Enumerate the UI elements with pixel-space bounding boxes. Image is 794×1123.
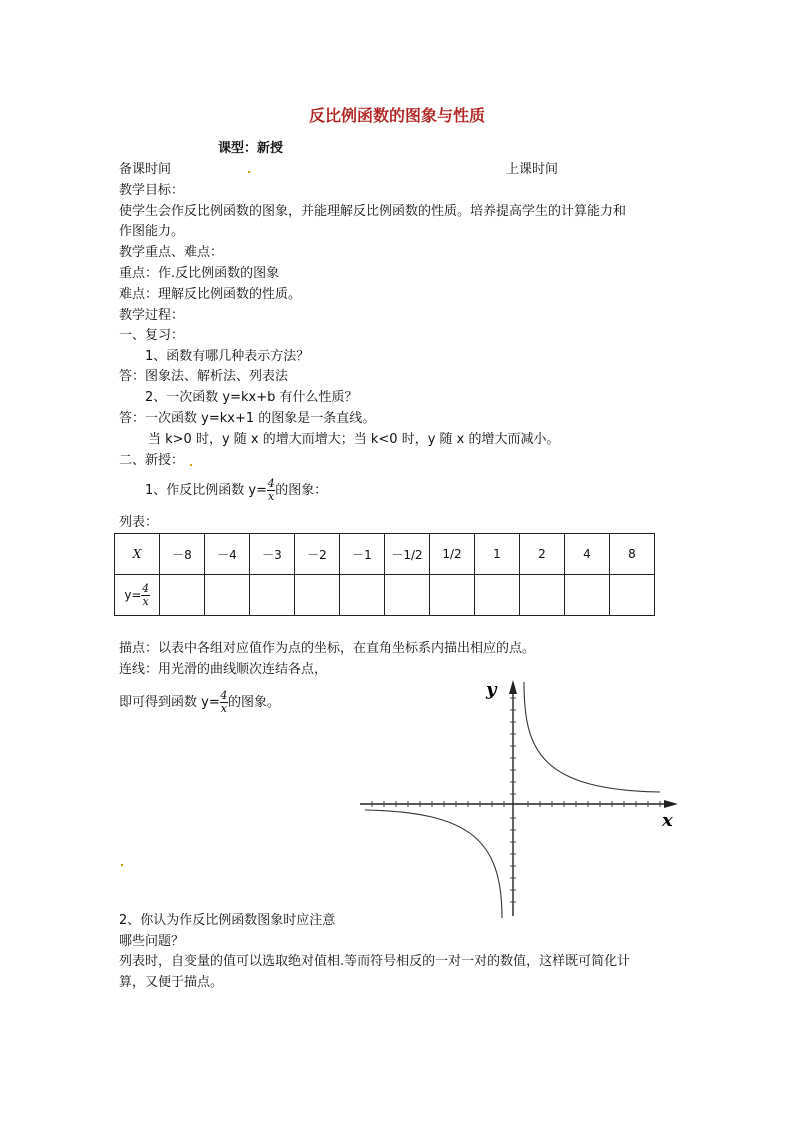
answer-2-continued: 当 k>0 时，y 随 x 的增大而增大；当 k<0 时，y 随 x 的增大而减小。 (148, 432, 560, 447)
hyperbola-branch-q3 (365, 810, 502, 918)
table-cell-x: 1/2 (430, 534, 475, 575)
table-cell-x: －8 (160, 534, 205, 575)
fraction-numerator: 4 (267, 477, 275, 490)
review-heading: 一、复习： (119, 328, 185, 343)
result-prefix: 即可得到函数 y= (119, 694, 220, 710)
page-title: 反比例函数的图象与性质 (308, 106, 485, 125)
process-heading: 教学过程： (119, 308, 185, 323)
x-axis-arrow (664, 800, 678, 808)
answer-3-line-2: 算，又便于描点。 (119, 975, 224, 990)
table-header-x: X (115, 534, 160, 575)
fraction-denominator: x (268, 489, 275, 503)
table-cell-x: 2 (520, 534, 565, 575)
table-cell-x: 4 (565, 534, 610, 575)
hyperbola-branch-q1 (524, 682, 660, 792)
objectives-heading: 教学目标： (119, 183, 185, 198)
difficulty: 难点：理解反比例函数的性质。 (119, 287, 302, 302)
objectives-line-1: 使学生会作反比例函数的图象，并能理解反比例函数的性质。培养提高学生的计算能力和 (119, 204, 627, 219)
class-time-label: 上课时间 (506, 162, 559, 177)
question-3-line-1: 2、你认为作反比例函数图象时应注意 (119, 913, 336, 928)
y-axis-label: y (486, 679, 497, 700)
axis-ticks (372, 698, 660, 902)
stray-dot (121, 864, 123, 866)
x-axis-label: x (662, 810, 673, 831)
table-cell-x: －4 (205, 534, 250, 575)
table-cell-x: －1 (340, 534, 385, 575)
task-1-suffix: 的图象： (275, 482, 328, 498)
table-y-prefix: y= (124, 588, 142, 602)
answer-1: 答：图象法、解析法、列表法 (119, 369, 289, 384)
result-suffix: 的图象。 (227, 694, 280, 710)
fraction-denominator: x (220, 701, 227, 715)
table-cell-x: 8 (610, 534, 655, 575)
fraction-numerator: 4 (220, 689, 228, 702)
table-cell-x: －1/2 (385, 534, 430, 575)
table-cell-x: 1 (475, 534, 520, 575)
connect-step: 连线：用光滑的曲线顺次连结各点， (119, 662, 328, 677)
question-2: 2、一次函数 y=kx+b 有什么性质？ (145, 390, 358, 405)
lesson-type: 课型：新授 (218, 141, 284, 156)
objectives-line-2: 作图能力。 (119, 224, 185, 239)
fraction-denominator: x (142, 594, 149, 608)
fraction-numerator: 4 (142, 581, 150, 595)
key-points-heading: 教学重点、难点： (119, 245, 224, 260)
new-heading: 二、新授： (119, 453, 185, 468)
table-cell-x: －2 (295, 534, 340, 575)
answer-3-line-1: 列表时，自变量的值可以选取绝对值相.等而符号相反的一对一对的数值，这样既可简化计 (119, 954, 631, 969)
plot-step: 描点：以表中各组对应值作为点的坐标，在直角坐标系内描出相应的点。 (119, 641, 536, 656)
key-point: 重点：作.反比例函数的图象 (119, 266, 280, 281)
list-label: 列表： (119, 515, 159, 530)
question-1: 1、函数有哪几种表示方法？ (145, 349, 310, 364)
prep-time-label: 备课时间 (119, 162, 172, 177)
answer-2: 答：一次函数 y=kx+1 的图象是一条直线。 (119, 411, 376, 426)
question-3-line-2: 哪些问题？ (119, 934, 185, 949)
task-1-prefix: 1、作反比例函数 y= (145, 482, 267, 498)
table-cell-x: －3 (250, 534, 295, 575)
y-axis-arrow (509, 680, 517, 694)
